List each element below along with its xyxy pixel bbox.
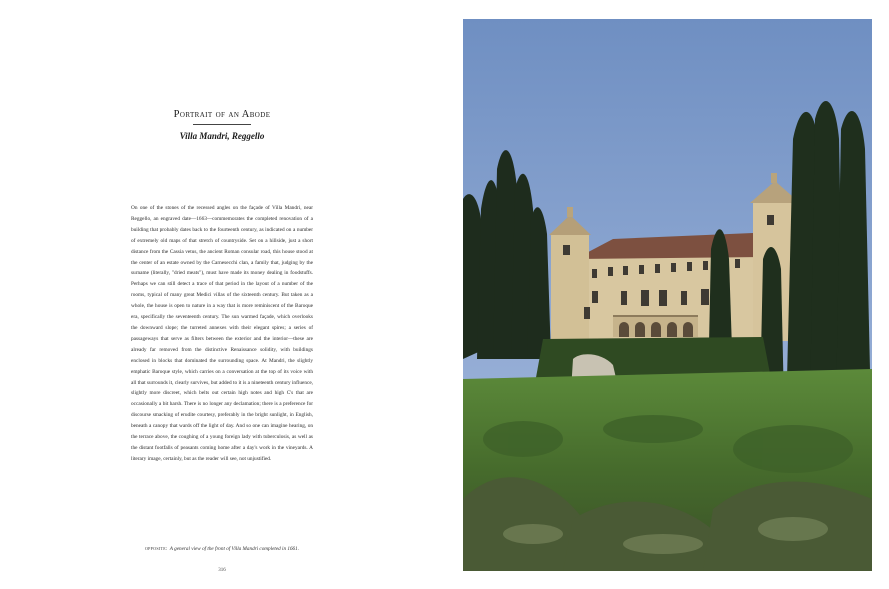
title-rule	[193, 124, 251, 125]
caption-lead: opposite:	[144, 546, 168, 552]
page-subtitle: Villa Mandri, Reggello	[179, 131, 265, 141]
page-number: 316	[218, 568, 226, 573]
body-paragraph: On one of the stones of the recessed angles on the façade of Villa Mandri, near Reggello, an engraved date—1663—commemorates the completed renovation of a building that probably dates back to the fourteenth century, as indicated on a number of extremely old maps of that stretch of countryside. Set on a hillside, just a short distance from the Cassia vetus, the ancient Roman consular road, this house stood at the center of an estate owned by the Carnesecchi clan, a family that, judging by the surname (literally, "dried meats"), must have made its money dealing in foodstuffs. Perhaps we can still detect a trace of that period in the layout of a number of the rooms, typical of many great Medici villas of the sixteenth century. But taken as a whole, the house is open to nature in a way that is more reminiscent of the Baroque era, specifically the seventeenth century. The sun warmed façade, which overlooks the downward slope; the turreted annexes with their elegant spires; a series of passageways that serve as filters between the exterior and the interior—these are already far removed from the distinctive Renaissance solidity, with buildings enclosed in blocks that dominated the surrounding space. At Mandri, the slightly emphatic Baroque style, which carries on a conversation at the top of its voice with all that surrounds it, clearly survives, but added to it is a nineteenth century influence, slightly more discreet, which belts out certain high notes and high C's that are occasionally a bit harsh. There is no longer any declamation; there is a preference for discourse smacking of erudite courtesy, preferably in the bright sunlight, in English, beneath a canopy that wards off the light of day. And so one can imagine hearing, on the terrace above, the coughing of a young foreign lady with tuberculosis, as well as the distant footfalls of peasants coming home after a day's work in the vineyards. A literary image, certainly, but as the reader will see, not unjustified.	[131, 205, 313, 462]
caption-text: A general view of the front of Villa Mandri completed in 1661.	[169, 546, 300, 552]
villa-photo	[463, 19, 872, 571]
photo-caption	[126, 546, 318, 552]
villa-photo-illustration	[463, 19, 872, 571]
page-title: Portrait of an Abode	[173, 109, 271, 120]
